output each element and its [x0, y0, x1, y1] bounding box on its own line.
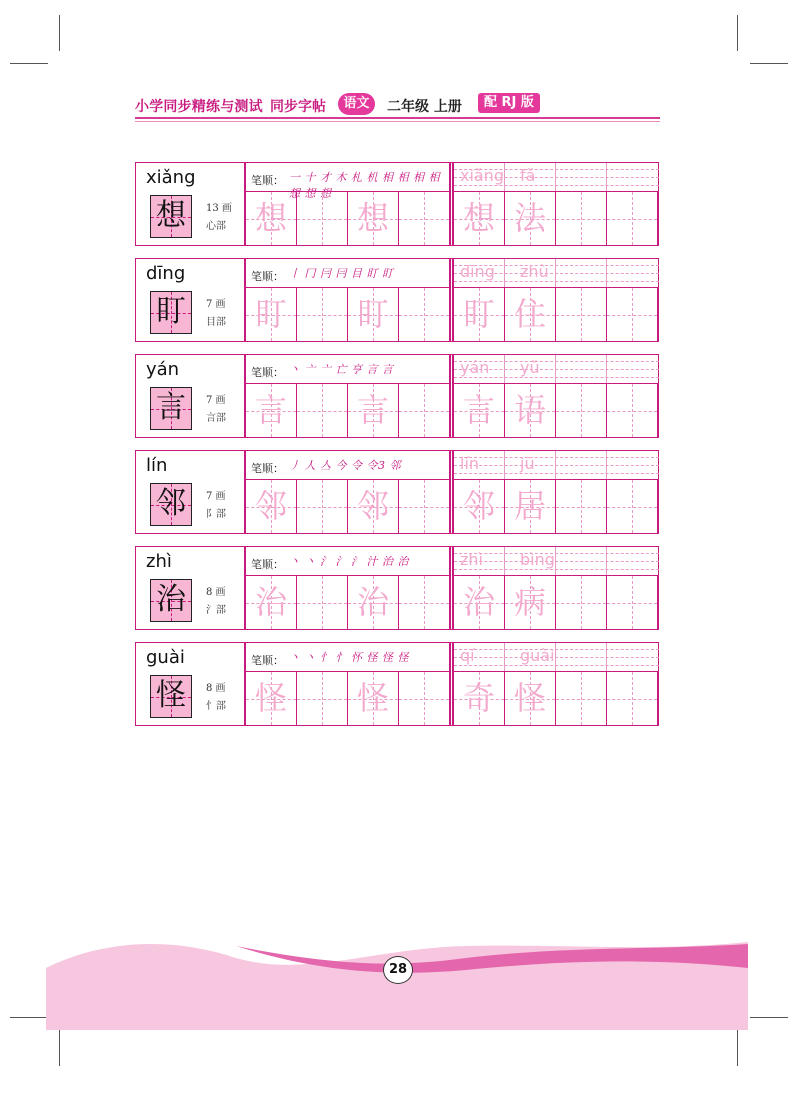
writing-cell[interactable]	[348, 192, 399, 245]
book-title: 小学同步精练与测试	[135, 99, 263, 115]
trace-character: 邻	[356, 487, 389, 525]
word-pinyin: fǎ	[520, 166, 536, 185]
trace-word-character: 语	[513, 391, 546, 429]
stroke-count: 8 画	[206, 587, 226, 598]
character-glyph: 邻	[156, 486, 186, 521]
character-pinyin: xiǎng	[146, 167, 196, 188]
writing-cell[interactable]	[454, 576, 505, 629]
writing-cell[interactable]	[607, 480, 658, 533]
writing-cell[interactable]	[246, 672, 297, 725]
writing-cell[interactable]	[454, 384, 505, 437]
stroke-order-label: 笔顺：	[251, 366, 284, 379]
character-box	[150, 579, 192, 622]
trace-word-character: 居	[513, 487, 546, 525]
crop-mark	[59, 1030, 60, 1066]
stroke-order-sequence: 丶 丶 忄 忄 怀 怪 怪 怪	[289, 651, 409, 664]
trace-word-character: 怪	[513, 679, 546, 717]
trace-character: 怪	[356, 679, 389, 717]
trace-word-character: 邻	[462, 487, 495, 525]
writing-cell[interactable]	[399, 288, 450, 341]
character-pinyin: guài	[146, 647, 185, 668]
trace-character: 想	[356, 199, 389, 237]
writing-cell[interactable]	[297, 384, 348, 437]
word-pinyin: lín	[460, 454, 480, 473]
word-pinyin-area	[454, 451, 659, 480]
trace-character: 言	[254, 391, 287, 429]
word-pinyin: jū	[520, 454, 535, 473]
stroke-order-area	[245, 451, 449, 480]
word-pinyin: yán	[460, 358, 490, 377]
trace-character: 言	[356, 391, 389, 429]
header-divider	[135, 117, 660, 119]
writing-cell[interactable]	[399, 576, 450, 629]
writing-cell[interactable]	[607, 576, 658, 629]
crop-mark	[737, 1030, 738, 1066]
grade-label: 二年级 上册	[387, 99, 462, 115]
writing-cell[interactable]	[246, 384, 297, 437]
writing-cell[interactable]	[348, 672, 399, 725]
stroke-order-sequence: 丶 丶 氵 氵 氵 汁 治 治	[289, 555, 409, 568]
stroke-order-sequence: 丶 亠 亠 亡 亨 言 言	[289, 363, 394, 376]
writing-cell[interactable]	[348, 480, 399, 533]
edition-badge: 配 RJ 版	[478, 93, 540, 113]
stroke-order-label: 笔顺：	[251, 174, 284, 187]
writing-cell[interactable]	[297, 192, 348, 245]
writing-cell[interactable]	[246, 288, 297, 341]
crop-mark	[10, 1017, 48, 1018]
character-box	[150, 291, 192, 334]
stroke-count: 7 画	[206, 491, 226, 502]
crop-mark	[10, 63, 48, 64]
stroke-order-label: 笔顺：	[251, 654, 284, 667]
writing-cell[interactable]	[556, 192, 607, 245]
writing-cell[interactable]	[505, 576, 556, 629]
word-pinyin: zhù	[520, 262, 549, 281]
writing-cell[interactable]	[505, 384, 556, 437]
word-pinyin-area	[454, 163, 659, 192]
writing-cell[interactable]	[246, 480, 297, 533]
character-glyph: 盯	[156, 294, 186, 329]
writing-cell[interactable]	[454, 672, 505, 725]
stroke-order-label: 笔顺：	[251, 270, 284, 283]
character-glyph: 言	[156, 390, 186, 425]
character-pinyin: zhì	[146, 551, 172, 572]
character-pinyin: yán	[146, 359, 180, 380]
character-row	[135, 642, 659, 726]
radical-label: 目部	[206, 317, 226, 328]
writing-cell[interactable]	[556, 384, 607, 437]
stroke-order-sequence: 一 十 才 木 札 机 相 相 相 相 想 想 想	[289, 171, 440, 200]
stroke-order-area	[245, 355, 449, 384]
word-pinyin: bìng	[520, 550, 555, 569]
character-box	[150, 483, 192, 526]
stroke-order-area	[245, 163, 449, 200]
radical-label: 阝部	[206, 509, 226, 520]
writing-cell[interactable]	[607, 192, 658, 245]
character-row	[135, 258, 659, 342]
writing-cell[interactable]	[348, 576, 399, 629]
character-row	[135, 354, 659, 438]
writing-cell[interactable]	[505, 192, 556, 245]
writing-cell[interactable]	[348, 384, 399, 437]
character-glyph: 治	[156, 582, 186, 617]
radical-label: 氵部	[206, 605, 226, 616]
trace-character: 治	[254, 583, 287, 621]
writing-cell[interactable]	[556, 480, 607, 533]
word-pinyin: qí	[460, 646, 475, 665]
trace-character: 盯	[356, 295, 389, 333]
book-subtitle: 同步字帖	[270, 99, 326, 115]
writing-cell[interactable]	[607, 384, 658, 437]
stroke-order-sequence: 丨 冂 冃 冃 目 盯 盯	[289, 267, 394, 280]
page-number: 28	[383, 956, 413, 984]
character-row	[135, 162, 659, 246]
trace-word-character: 言	[462, 391, 495, 429]
writing-cell[interactable]	[607, 288, 658, 341]
writing-cell[interactable]	[297, 576, 348, 629]
writing-cell[interactable]	[556, 288, 607, 341]
trace-word-character: 想	[462, 199, 495, 237]
trace-character: 怪	[254, 679, 287, 717]
word-pinyin-area	[454, 547, 659, 576]
writing-cell[interactable]	[505, 480, 556, 533]
writing-cell[interactable]	[505, 672, 556, 725]
character-row	[135, 450, 659, 534]
crop-mark	[750, 63, 788, 64]
trace-character: 邻	[254, 487, 287, 525]
word-pinyin: yǔ	[520, 358, 540, 377]
writing-cell[interactable]	[399, 384, 450, 437]
writing-cell[interactable]	[246, 192, 297, 245]
writing-cell[interactable]	[454, 480, 505, 533]
stroke-order-area	[245, 643, 449, 672]
character-glyph: 想	[156, 198, 186, 233]
writing-cell[interactable]	[454, 192, 505, 245]
crop-mark	[59, 15, 60, 51]
writing-cell[interactable]	[556, 672, 607, 725]
radical-label: 言部	[206, 413, 226, 424]
trace-character: 治	[356, 583, 389, 621]
stroke-order-label: 笔顺：	[251, 462, 284, 475]
stroke-order-sequence: 丿 人 亼 今 令 令3 邻	[289, 459, 401, 472]
radical-label: 忄部	[206, 701, 226, 712]
word-pinyin-area	[454, 355, 659, 384]
writing-cell[interactable]	[348, 288, 399, 341]
character-row	[135, 546, 659, 630]
stroke-count: 7 画	[206, 395, 226, 406]
writing-cell[interactable]	[399, 480, 450, 533]
character-box	[150, 675, 192, 718]
radical-label: 心部	[206, 221, 226, 232]
writing-cell[interactable]	[607, 672, 658, 725]
character-glyph: 怪	[156, 678, 186, 713]
writing-cell[interactable]	[297, 480, 348, 533]
writing-cell[interactable]	[399, 672, 450, 725]
writing-cell[interactable]	[297, 288, 348, 341]
trace-word-character: 法	[513, 199, 546, 237]
word-pinyin-area	[454, 643, 659, 672]
word-pinyin: dīng	[460, 262, 495, 281]
trace-word-character: 病	[513, 583, 546, 621]
trace-character: 盯	[254, 295, 287, 333]
trace-word-character: 治	[462, 583, 495, 621]
word-pinyin: guài	[520, 646, 555, 665]
trace-word-character: 奇	[462, 679, 495, 717]
header-divider-thin	[135, 121, 660, 122]
trace-character: 想	[254, 199, 287, 237]
stroke-order-label: 笔顺：	[251, 558, 284, 571]
word-pinyin: zhì	[460, 550, 483, 569]
subject-badge: 语文	[338, 93, 375, 115]
trace-word-character: 住	[513, 295, 546, 333]
writing-cell[interactable]	[246, 576, 297, 629]
writing-cell[interactable]	[454, 288, 505, 341]
writing-cell[interactable]	[556, 576, 607, 629]
stroke-count: 7 画	[206, 299, 226, 310]
stroke-count: 13 画	[206, 203, 232, 214]
character-box	[150, 387, 192, 430]
writing-cell[interactable]	[297, 672, 348, 725]
stroke-order-area	[245, 547, 449, 576]
character-box	[150, 195, 192, 238]
trace-word-character: 盯	[462, 295, 495, 333]
character-pinyin: dīng	[146, 263, 186, 284]
crop-mark	[737, 15, 738, 51]
word-pinyin: xiǎng	[460, 166, 505, 185]
writing-cell[interactable]	[505, 288, 556, 341]
word-pinyin-area	[454, 259, 659, 288]
stroke-count: 8 画	[206, 683, 226, 694]
character-pinyin: lín	[146, 455, 168, 476]
stroke-order-area	[245, 259, 449, 288]
footer-wave	[46, 938, 748, 1030]
crop-mark	[750, 1017, 788, 1018]
writing-cell[interactable]	[399, 192, 450, 245]
